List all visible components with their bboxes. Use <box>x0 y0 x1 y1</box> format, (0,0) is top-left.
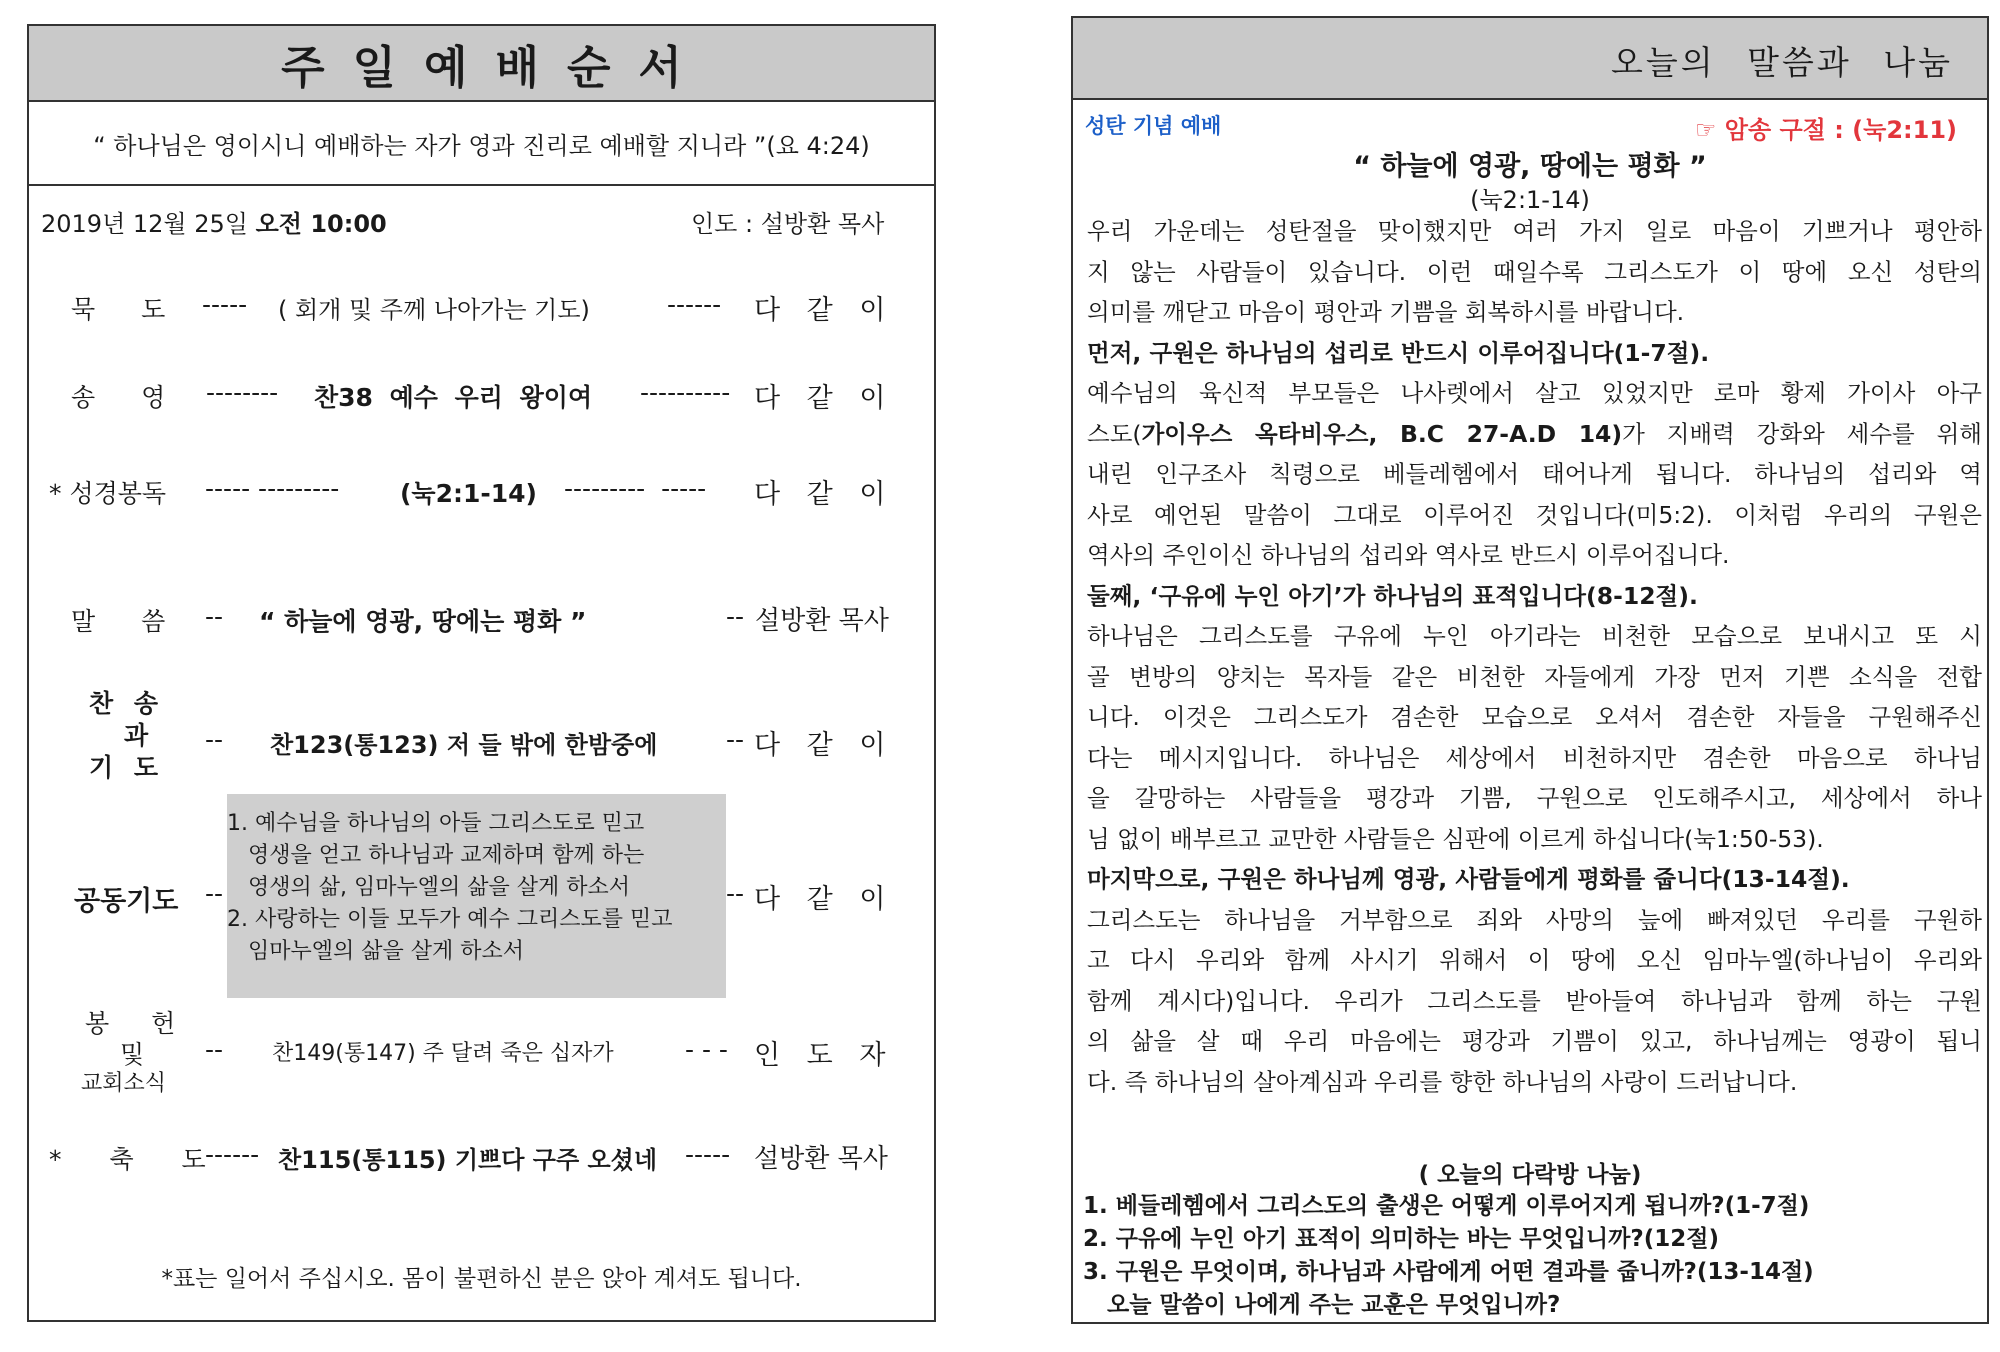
body-line: 역사의 주인이신 하나님의 섭리와 역사로 반드시 이루어집니다. <box>1087 541 1730 569</box>
standing-footnote: *표는 일어서 주십시오. 몸이 불편하신 분은 앉아 계셔도 됩니다. <box>161 1266 802 1292</box>
sermon-sharing-title: 오늘의 말씀과 나눔 <box>1073 18 1987 100</box>
worship-order-title: 주일예배순서 <box>29 26 934 102</box>
point-heading: 마지막으로, 구원은 하나님께 영광, 사람들에게 평화를 줍니다(13-14절). <box>1087 865 1850 893</box>
service-leader: 인도 : 설방환 목사 <box>691 210 885 238</box>
memory-verse: ☞ 암송 구절 : (눅2:11) <box>1694 116 1957 144</box>
body-line: 님 없이 배부르고 교만한 사람들은 심판에 이르게 하십니다(눅1:50-53). <box>1087 824 1824 853</box>
body-line: 스도(가이우스 옥타비우스, B.C 27-A.D 14)가 지배력 강화와 세수를 위해 <box>1087 419 1982 448</box>
sermon-body <box>1087 211 1982 1102</box>
body-line: 다. 즉 하나님의 살아계심과 우리를 향한 하나님의 사랑이 드러납니다. <box>1087 1067 1798 1096</box>
body-line: 함께 계시다)입니다. 우리가 그리스도를 받아들여 하나님과 함께 하는 구원 <box>1087 986 1982 1015</box>
point-heading: 둘째, ‘구유에 누인 아기’가 하나님의 표적입니다(8-12절). <box>1087 581 1698 610</box>
event-label: 성탄 기념 예배 <box>1085 114 1222 138</box>
body-line: 내린 인구조사 칙령으로 베들레헴에서 태어나게 됩니다. 하나님의 섭리와 역 <box>1087 460 1982 488</box>
sharing-questions <box>1083 1190 1814 1322</box>
sharing-title: ( 오늘의 다락방 나눔) <box>1418 1162 1642 1188</box>
sermon-sharing-panel <box>1071 16 1989 1324</box>
body-line: 니다. 이것은 그리스도가 겸손한 모습으로 오셔서 겸손한 자들을 구원해주신 <box>1087 703 1982 731</box>
body-line: 우리 가운데는 성탄절을 맞이했지만 여러 가지 일로 마음이 기쁘거나 평안하 <box>1087 217 1982 245</box>
body-line: 골 변방의 양치는 목자들 같은 비천한 자들에게 가장 먼저 기쁜 소식을 전합 <box>1087 662 1982 691</box>
body-line: 고 다시 우리와 함께 사시기 위해서 이 땅에 오신 임마누엘(하나님이 우리와 <box>1087 946 1982 974</box>
question-item: 3. 구원은 무엇이며, 하나님과 사람에게 어떤 결과를 줍니까?(13-14절) <box>1083 1259 1814 1285</box>
question-item: 1. 베들레헴에서 그리스도의 출생은 어떻게 이루어지게 됩니까?(1-7절) <box>1083 1193 1810 1219</box>
body-line: 그리스도는 하나님을 거부함으로 죄와 사망의 늪에 빠져있던 우리를 구원하 <box>1087 905 1982 934</box>
question-item: 2. 구유에 누인 아기 표적이 의미하는 바는 무엇입니까?(12절) <box>1083 1226 1719 1252</box>
sermon-title: “ 하늘에 영광, 땅에는 평화 ” <box>1353 151 1707 182</box>
body-line: 예수님의 육신적 부모들은 나사렛에서 살고 있었지만 로마 황제 가이사 아구 <box>1087 379 1982 407</box>
body-line: 지 않는 사람들이 있습니다. 이런 때일수록 그리스도가 이 땅에 오신 성탄의 <box>1087 257 1982 286</box>
service-date: 2019년 12월 25일 오전 10:00 <box>41 210 387 238</box>
body-line: 의미를 깨닫고 마음이 평안과 기쁨을 회복하시를 바랍니다. <box>1087 298 1685 326</box>
body-line: 사로 예언된 말씀이 그대로 이루어진 것입니다(미5:2). 이처럼 우리의 구원은 <box>1087 500 1982 529</box>
theme-verse: “ 하나님은 영이시니 예배하는 자가 영과 진리로 예배할 지니라 ”(요 4:24) <box>29 102 934 186</box>
question-item: 오늘 말씀이 나에게 주는 교훈은 무엇입니까? <box>1083 1292 1561 1318</box>
point-heading: 먼저, 구원은 하나님의 섭리로 반드시 이루어집니다(1-7절). <box>1087 338 1710 367</box>
body-line: 의 삶을 살 때 우리 마음에는 평강과 기쁨이 있고, 하나님께는 영광이 됩니 <box>1087 1027 1982 1055</box>
body-line: 다는 메시지입니다. 하나님은 세상에서 비천하지만 겸손한 마음으로 하나님 <box>1087 743 1982 772</box>
sermon-reference: (눅2:1-14) <box>1470 186 1590 214</box>
joint-prayer-box: 1. 예수님을 하나님의 아들 그리스도로 믿고 영생을 얻고 하나님과 교제하며 함께 하는 영생의 삶, 임마누엘의 삶을 살게 하소서 2. 사랑하는 이들 모두가 예수 그리스도를 믿고 임마누엘의 삶을 살게 하소서 <box>227 794 726 998</box>
body-line: 을 갈망하는 사람들을 평강과 기쁨, 구원으로 인도해주시고, 세상에서 하나 <box>1087 784 1982 812</box>
body-line: 하나님은 그리스도를 구유에 누인 아기라는 비천한 모습으로 보내시고 또 시 <box>1087 622 1982 650</box>
worship-order-panel: 주일예배순서 “ 하나님은 영이시니 예배하는 자가 영과 진리로 예배할 지니라 ”(요 4:24) 2019년 12월 25일 오전 10:00 인도 : 설방환 목사 묵 도 ----- ( 회개 및 주께 나아가는 기도) ------ 다 같 이 송 영 -------- 찬38 예수 우리 왕이여 ---------- 다 같 이 * 성경봉독 ----- --------- (눅2:1-14) --------- ----- 다 같 이 말 씀 -- “ 하늘에 영광, 땅에는 평화 ” -- 설방환 목사 찬 송 과 기 도 -- 찬123(통123) 저 들 밖에 한밤중에 -- 다 같 이 공동기도 -- 1. 예수님을 하나님의 아들 그리스도로 믿고 영생을 얻고 하나님과 교제하며 함께 하는 영생의 삶, 임마누엘의 삶을 살게 하소서 2. 사랑하는 이들 모두가 예수 그리스도를 믿고 임마누엘의 삶을 살게 하소서 -- 다 같 이 봉 헌 및 교회소식 -- 찬149(통147) 주 달려 죽은 십자가 - - - 인 도 자 * 축 도 ------ 찬115(통115) 기쁘다 구주 오셨네 ----- 설방환 목사 *표는 일어서 주십시오. 몸이 불편하신 분은 앉아 계셔도 됩니다. <box>27 24 936 1322</box>
